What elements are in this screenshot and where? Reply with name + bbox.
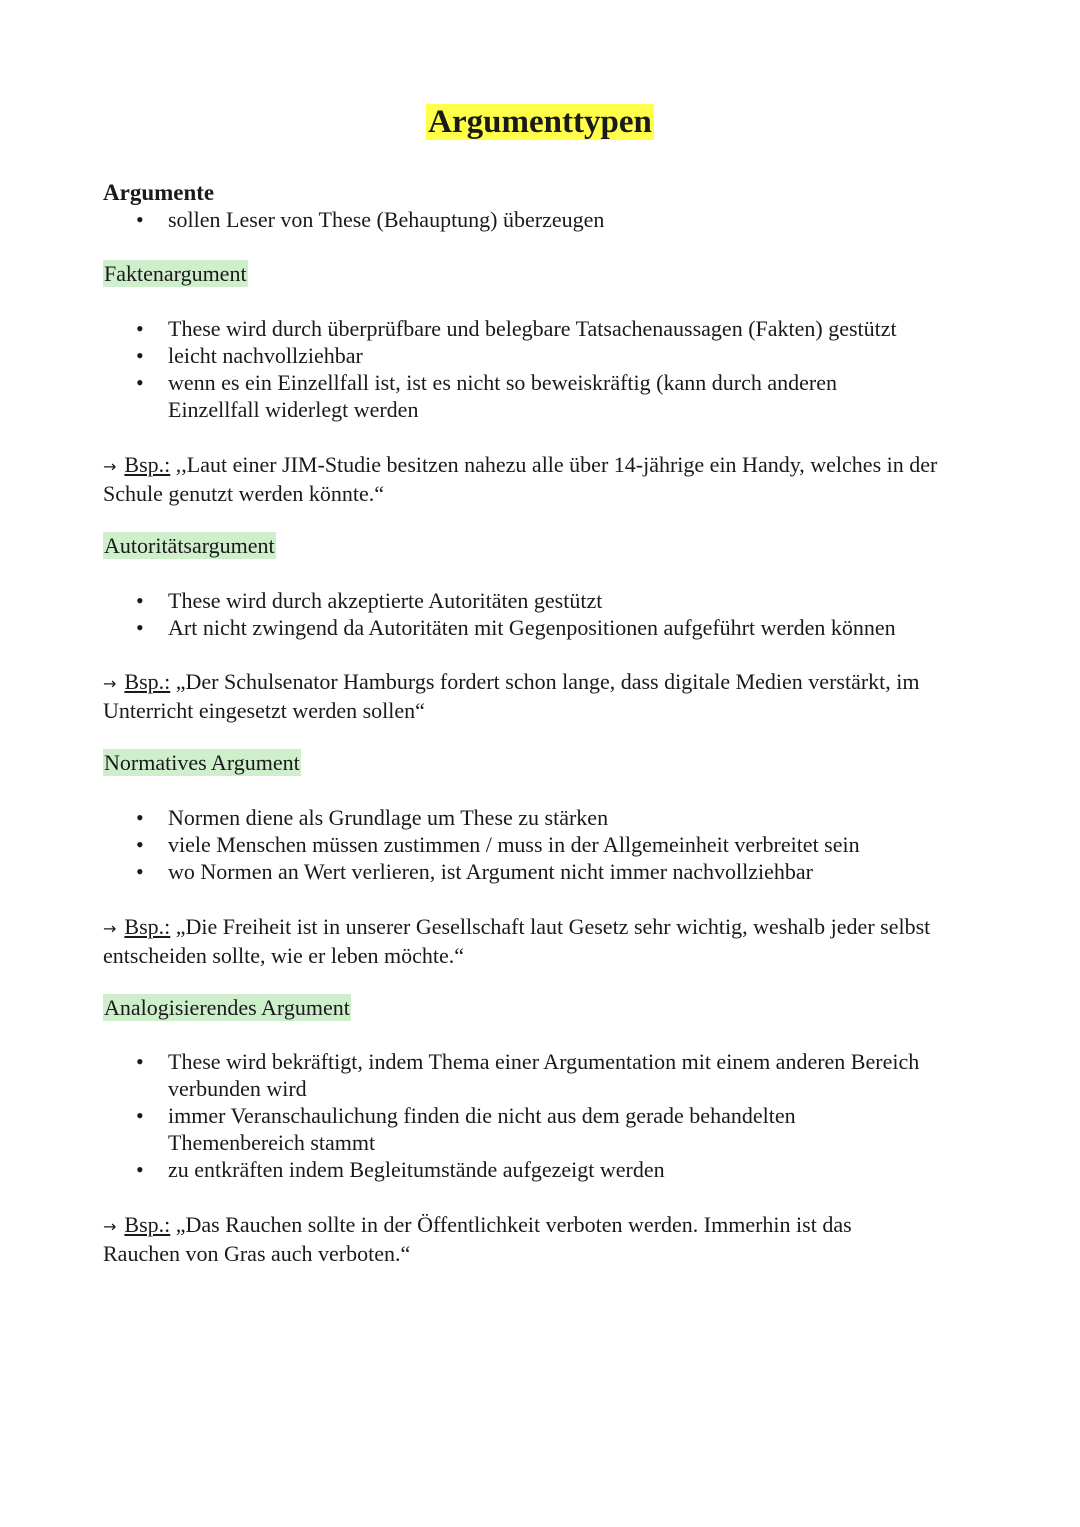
arrow-right-icon: → <box>103 1217 117 1236</box>
example-text: ,,Laut einer JIM-Studie besitzen nahezu alle über 14-jährige ein Handy, welches in der Schule genutzt werden könnte.“ <box>103 452 938 506</box>
list-item: • immer Veranschaulichung finden die nicht aus dem gerade behandelten Themenbereich stammt <box>103 1102 888 1156</box>
example-prefix: Bsp.: <box>124 914 171 939</box>
section-label-analogisierendes-argument <box>103 994 1003 1021</box>
list-item: • sollen Leser von These (Behauptung) überzeugen <box>103 206 1003 233</box>
analogisierendes-argument-bullet-list <box>103 1048 1003 1183</box>
list-item: • wenn es ein Einzellfall ist, ist es nicht so beweiskräftig (kann durch anderen Einzellfall widerlegt werden <box>103 369 928 423</box>
example-text: „Die Freiheit ist in unserer Gesellschaft laut Gesetz sehr wichtig, weshalb jeder selbst entscheiden sollte, wie er leben möchte.“ <box>103 914 931 968</box>
example-prefix: Bsp.: <box>124 452 171 477</box>
page-title-text: Argumenttypen <box>428 104 652 140</box>
list-item: • Normen diene als Grundlage um These zu stärken <box>103 804 1003 831</box>
example-faktenargument <box>103 451 983 507</box>
list-item: • zu entkräften indem Begleitumstände aufgezeigt werden <box>103 1156 1003 1183</box>
autoritaetsargument-bullet-list <box>103 587 1003 641</box>
example-text: „Der Schulsenator Hamburgs fordert schon lange, dass digitale Medien verstärkt, im Unterricht eingesetzt werden sollen“ <box>103 669 920 723</box>
example-text: „Das Rauchen sollte in der Öffentlichkeit verboten werden. Immerhin ist das Rauchen von Gras auch verboten.“ <box>103 1212 852 1266</box>
list-item: • Art nicht zwingend da Autoritäten mit Gegenpositionen aufgeführt werden können <box>103 614 1003 641</box>
section-label-faktenargument <box>103 260 1003 287</box>
example-normatives-argument <box>103 913 953 969</box>
example-prefix: Bsp.: <box>124 1212 171 1237</box>
normatives-argument-bullet-list <box>103 804 1003 885</box>
arrow-right-icon: → <box>103 674 117 693</box>
section-label-normatives-argument <box>103 749 1003 776</box>
example-analogisierendes-argument <box>103 1211 923 1267</box>
list-item: • These wird durch überprüfbare und belegbare Tatsachenaussagen (Fakten) gestützt <box>103 315 1003 342</box>
section-label-autoritaetsargument <box>103 532 1003 559</box>
arrow-right-icon: → <box>103 457 117 476</box>
list-item: • wo Normen an Wert verlieren, ist Argument nicht immer nachvollziehbar <box>103 858 1003 885</box>
intro-bullet-list <box>103 206 1003 233</box>
intro-section <box>103 179 1003 233</box>
example-autoritaetsargument <box>103 668 973 724</box>
list-item: • viele Menschen müssen zustimmen / muss in der Allgemeinheit verbreitet sein <box>103 831 1003 858</box>
intro-heading: Argumente <box>103 180 215 205</box>
list-item: • These wird durch akzeptierte Autoritäten gestützt <box>103 587 1003 614</box>
section-label: Analogisierendes Argument <box>104 995 350 1020</box>
faktenargument-bullet-list <box>103 315 1003 423</box>
arrow-right-icon: → <box>103 919 117 938</box>
section-label: Autoritätsargument <box>104 533 275 558</box>
list-item: • leicht nachvollziehbar <box>103 342 1003 369</box>
list-item: • These wird bekräftigt, indem Thema einer Argumentation mit einem anderen Bereich verbunden wird <box>103 1048 988 1102</box>
section-label: Normatives Argument <box>104 750 300 775</box>
section-label: Faktenargument <box>104 261 247 286</box>
page-title <box>0 100 1080 144</box>
example-prefix: Bsp.: <box>124 669 171 694</box>
